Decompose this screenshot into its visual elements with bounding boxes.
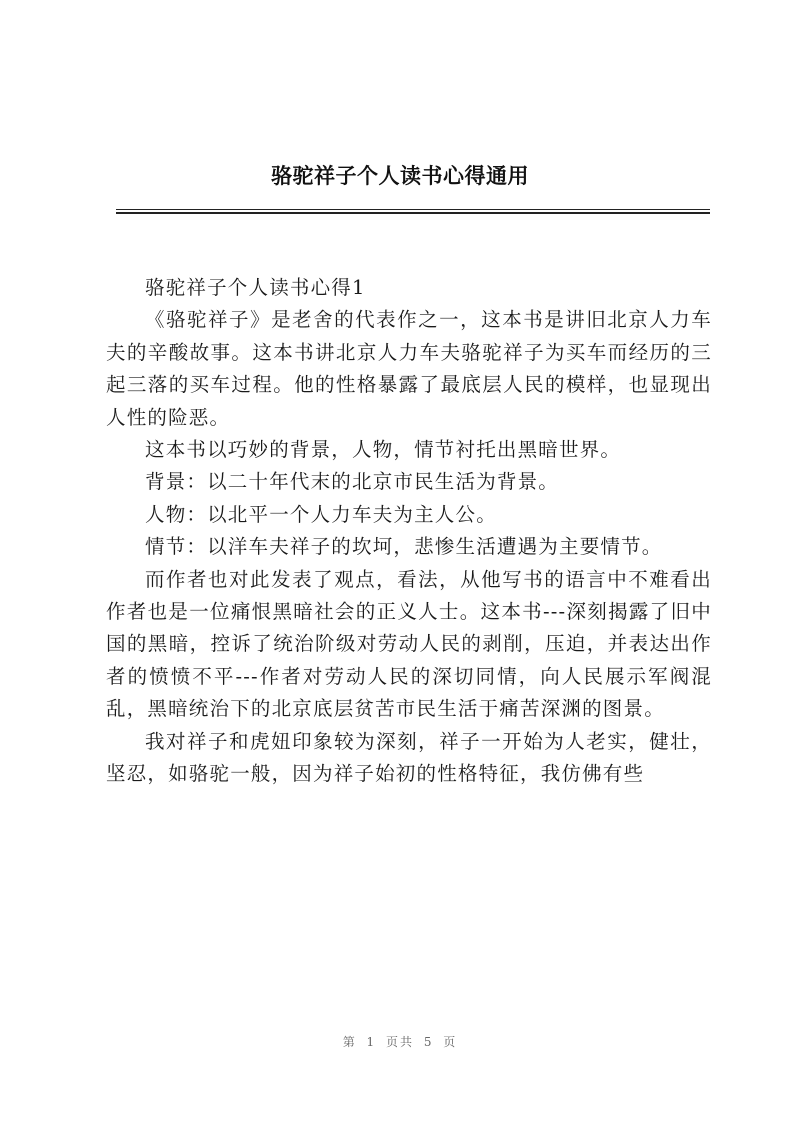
paragraph: 背景：以二十年代末的北京市民生活为背景。 bbox=[145, 470, 560, 494]
document-title: 骆驼祥子个人读书心得通用 bbox=[271, 164, 529, 188]
paragraph: 而作者也对此发表了观点，看法，从他写书的语言中不难看出作者也是一位痛恨黑暗社会的正义人士。这本书---深刻揭露了旧中国的黑暗，控诉了统治阶级对劳动人民的剥削，压迫，并表达出作者的愤愤不平---作者对劳动人民的深切同情，向人民展示军阀混乱，黑暗统治下的北京底层贫苦市民生活于痛苦深渊的图景。 bbox=[106, 567, 712, 721]
title-rule-thick bbox=[116, 212, 710, 214]
paragraph: 情节：以洋车夫祥子的坎坷，悲惨生活遭遇为主要情节。 bbox=[145, 535, 663, 559]
section-heading: 骆驼祥子个人读书心得1 bbox=[145, 276, 366, 299]
paragraph: 《骆驼祥子》是老舍的代表作之一，这本书是讲旧北京人力车夫的辛酸故事。这本书讲北京人力车夫骆驼祥子为买车而经历的三起三落的买车过程。他的性格暴露了最底层人民的模样，也显现出人性的险恶。 bbox=[106, 308, 712, 429]
title-rule-thin bbox=[116, 209, 710, 210]
page-footer: 第 1 页共 5 页 bbox=[342, 1035, 458, 1049]
paragraph: 人物：以北平一个人力车夫为主人公。 bbox=[145, 502, 497, 526]
document-body bbox=[106, 272, 712, 791]
paragraph: 这本书以巧妙的背景，人物，情节衬托出黑暗世界。 bbox=[145, 438, 622, 462]
paragraph: 我对祥子和虎妞印象较为深刻，祥子一开始为人老实，健壮，坚忍，如骆驼一般，因为祥子始初的性格特征，我仿佛有些 bbox=[106, 729, 712, 786]
